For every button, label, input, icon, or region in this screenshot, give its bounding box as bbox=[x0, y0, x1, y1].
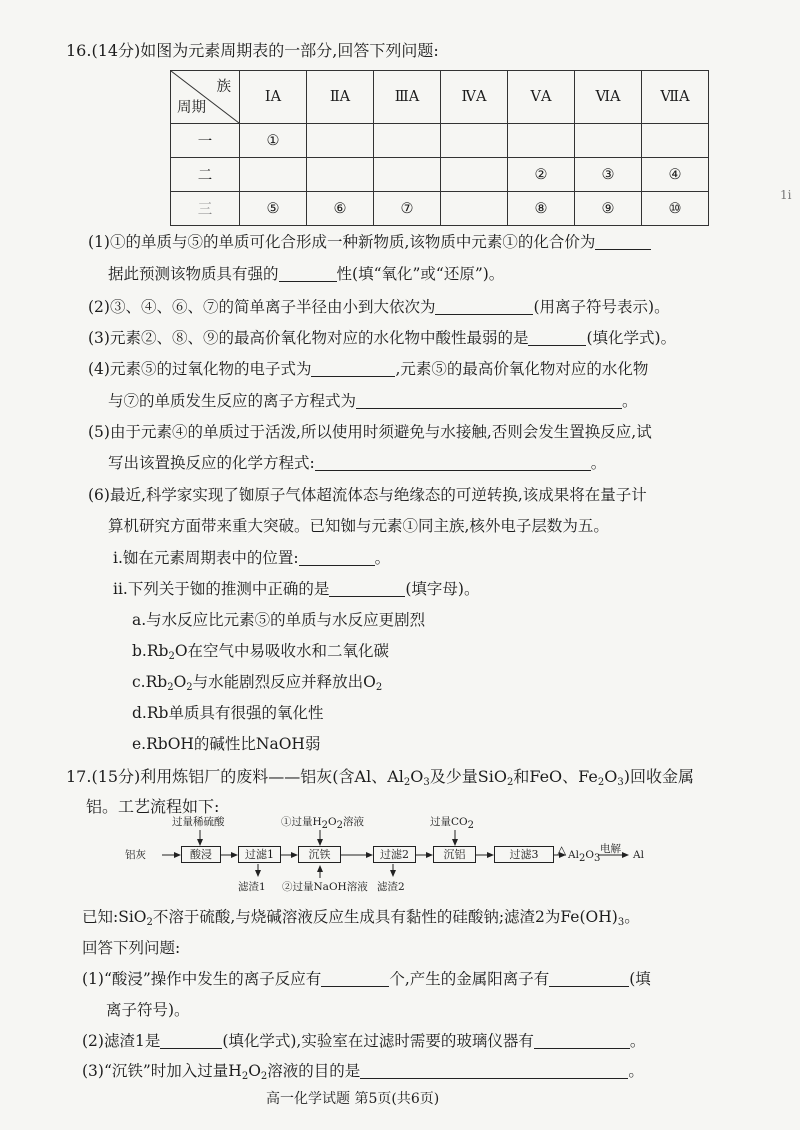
flow-start-label: 铝灰 bbox=[125, 849, 146, 861]
q16-part6-cont: 算机研究方面带来重大突破。已知铷与元素①同主族,核外电子层数为五。 bbox=[108, 517, 609, 535]
answer-blank[interactable] bbox=[299, 550, 375, 567]
answer-blank[interactable] bbox=[528, 330, 586, 347]
period-cell: 一 bbox=[171, 124, 240, 158]
option-c: $c.Rb_2O_2$与水能剧烈反应并释放出$O_2$ bbox=[132, 673, 383, 693]
table-row bbox=[171, 192, 709, 226]
table-corner-cell bbox=[171, 71, 240, 124]
q17-intro-cont: 铝。工艺流程如下: bbox=[86, 797, 220, 816]
element-cell bbox=[307, 124, 374, 158]
answer-blank[interactable] bbox=[329, 581, 405, 598]
page-footer: 高一化学试题 第5页(共6页) bbox=[266, 1091, 440, 1107]
q16-part1-cont: 据此预测该物质具有强的 性(填“氧化”或“还原”)。 bbox=[108, 265, 505, 283]
answer-blank[interactable] bbox=[160, 1033, 222, 1050]
q16-part1: (1)①的单质与⑤的单质可化合形成一种新物质,该物质中元素①的化合价为 bbox=[88, 230, 651, 252]
reagent-label: ①过量$H_2O_2$溶液 bbox=[281, 816, 365, 831]
option-b: $b.Rb_2O$在空气中易吸收水和二氧化碳 bbox=[132, 642, 390, 662]
answer-blank[interactable] bbox=[321, 971, 389, 988]
period-cell: 二 bbox=[171, 158, 240, 192]
q16-part2: (2)③、④、⑥、⑦的简单离子半径由小到大依次为 (用离子符号表示)。 bbox=[88, 298, 670, 316]
element-cell: ③ bbox=[575, 158, 642, 192]
element-cell: ① bbox=[240, 124, 307, 158]
group-header: ⅦA bbox=[642, 71, 709, 124]
q17-ask: 回答下列问题: bbox=[82, 939, 181, 957]
q17-part3: (3)“沉铁”时加入过量$H_2O_2$溶液的目的是 。 bbox=[82, 1062, 644, 1082]
element-cell bbox=[575, 124, 642, 158]
answer-blank[interactable] bbox=[549, 971, 629, 988]
reagent-label: 过量稀硫酸 bbox=[172, 816, 225, 828]
option-e: e.RbOH的碱性比NaOH弱 bbox=[132, 735, 321, 753]
q17-part2: (2)滤渣1是 (填化学式),实验室在过滤时需要的玻璃仪器有 。 bbox=[82, 1032, 646, 1050]
answer-blank[interactable] bbox=[360, 1063, 628, 1080]
element-cell bbox=[374, 158, 441, 192]
periodic-table bbox=[170, 70, 709, 226]
product-label: $Al_2O_3$ bbox=[568, 849, 601, 864]
q16-part4: (4)元素⑤的过氧化物的电子式为 ,元素⑤的最高价氧化物对应的水化物 bbox=[88, 360, 649, 378]
option-d: d.Rb单质具有很强的氧化性 bbox=[132, 704, 324, 722]
product-label: Al bbox=[633, 849, 644, 861]
element-cell: ⑩ bbox=[642, 192, 709, 226]
element-cell bbox=[441, 192, 508, 226]
q16-part3: (3)元素②、⑧、⑨的最高价氧化物对应的水化物中酸性最弱的是 (填化学式)。 bbox=[88, 329, 677, 347]
group-header: ⅥA bbox=[575, 71, 642, 124]
period-cell: 三 bbox=[171, 192, 240, 226]
residue-label: 滤渣2 bbox=[377, 881, 405, 893]
element-cell: ② bbox=[508, 158, 575, 192]
answer-blank[interactable] bbox=[595, 234, 651, 251]
element-cell bbox=[642, 124, 709, 158]
element-cell: ⑧ bbox=[508, 192, 575, 226]
heat-symbol: △ bbox=[557, 843, 567, 857]
element-cell bbox=[508, 124, 575, 158]
flow-box: 酸浸 bbox=[181, 846, 221, 863]
margin-mark: 1i bbox=[780, 188, 792, 202]
flow-box: 沉铁 bbox=[298, 846, 341, 863]
flow-box: 过滤2 bbox=[373, 846, 416, 863]
q16-part6-i: ⅰ.铷在元素周期表中的位置: 。 bbox=[113, 549, 391, 567]
element-cell: ⑨ bbox=[575, 192, 642, 226]
answer-blank[interactable] bbox=[279, 266, 337, 283]
q16-part4-cont: 与⑦的单质发生反应的离子方程式为 。 bbox=[108, 392, 638, 410]
element-cell bbox=[441, 124, 508, 158]
element-cell: ④ bbox=[642, 158, 709, 192]
answer-blank[interactable] bbox=[356, 393, 622, 410]
element-cell: ⑦ bbox=[374, 192, 441, 226]
group-header: ⅢA bbox=[374, 71, 441, 124]
group-header: ⅣA bbox=[441, 71, 508, 124]
q17-intro: 17.(15分)利用炼铝厂的废料——铝灰(含Al、$Al_2O_3$及少量SiO$_2$和FeO、$Fe_2O_3$)回收金属 bbox=[66, 767, 694, 788]
flow-box: 沉铝 bbox=[433, 846, 476, 863]
element-cell bbox=[240, 158, 307, 192]
q17-part1-cont: 离子符号)。 bbox=[106, 1001, 190, 1019]
answer-blank[interactable] bbox=[311, 361, 395, 378]
group-label: 族 bbox=[216, 79, 231, 95]
q16-part6: (6)最近,科学家实现了铷原子气体超流体态与绝缘态的可逆转换,该成果将在量子计 bbox=[88, 486, 647, 504]
q17-known: 已知:SiO$_2$不溶于硫酸,与烧碱溶液反应生成具有黏性的硅酸钠;滤渣2为$Fe(OH)_3$。 bbox=[82, 908, 640, 928]
reagent-label: ②过量NaOH溶液 bbox=[282, 881, 368, 893]
table-row bbox=[171, 158, 709, 192]
group-header: ⅠA bbox=[240, 71, 307, 124]
q16-part6-ii: ⅱ.下列关于铷的推测中正确的是 (填字母)。 bbox=[113, 580, 480, 598]
q17-part1: (1)“酸浸”操作中发生的离子反应有 个,产生的金属阳离子有 (填 bbox=[82, 970, 651, 988]
element-cell bbox=[307, 158, 374, 192]
electrolysis-label: 电解 bbox=[600, 843, 621, 855]
q16-part5: (5)由于元素④的单质过于活泼,所以使用时须避免与水接触,否则会发生置换反应,试 bbox=[88, 423, 652, 441]
residue-label: 滤渣1 bbox=[238, 881, 266, 893]
group-header: ⅡA bbox=[307, 71, 374, 124]
group-header: ⅤA bbox=[508, 71, 575, 124]
element-cell: ⑤ bbox=[240, 192, 307, 226]
option-a: a.与水反应比元素⑤的单质与水反应更剧烈 bbox=[132, 611, 426, 629]
answer-blank[interactable] bbox=[435, 299, 533, 316]
table-row bbox=[171, 124, 709, 158]
element-cell: ⑥ bbox=[307, 192, 374, 226]
reagent-label: 过量$CO_2$ bbox=[430, 816, 475, 831]
answer-blank[interactable] bbox=[534, 1033, 630, 1050]
element-cell bbox=[374, 124, 441, 158]
element-cell bbox=[441, 158, 508, 192]
q16-part5-cont: 写出该置换反应的化学方程式: 。 bbox=[108, 454, 607, 472]
q16-intro: 16.(14分)如图为元素周期表的一部分,回答下列问题: bbox=[66, 41, 439, 60]
flow-box: 过滤1 bbox=[238, 846, 281, 863]
flow-box: 过滤3 bbox=[494, 846, 554, 863]
answer-blank[interactable] bbox=[315, 455, 591, 472]
period-label: 周期 bbox=[177, 100, 206, 116]
